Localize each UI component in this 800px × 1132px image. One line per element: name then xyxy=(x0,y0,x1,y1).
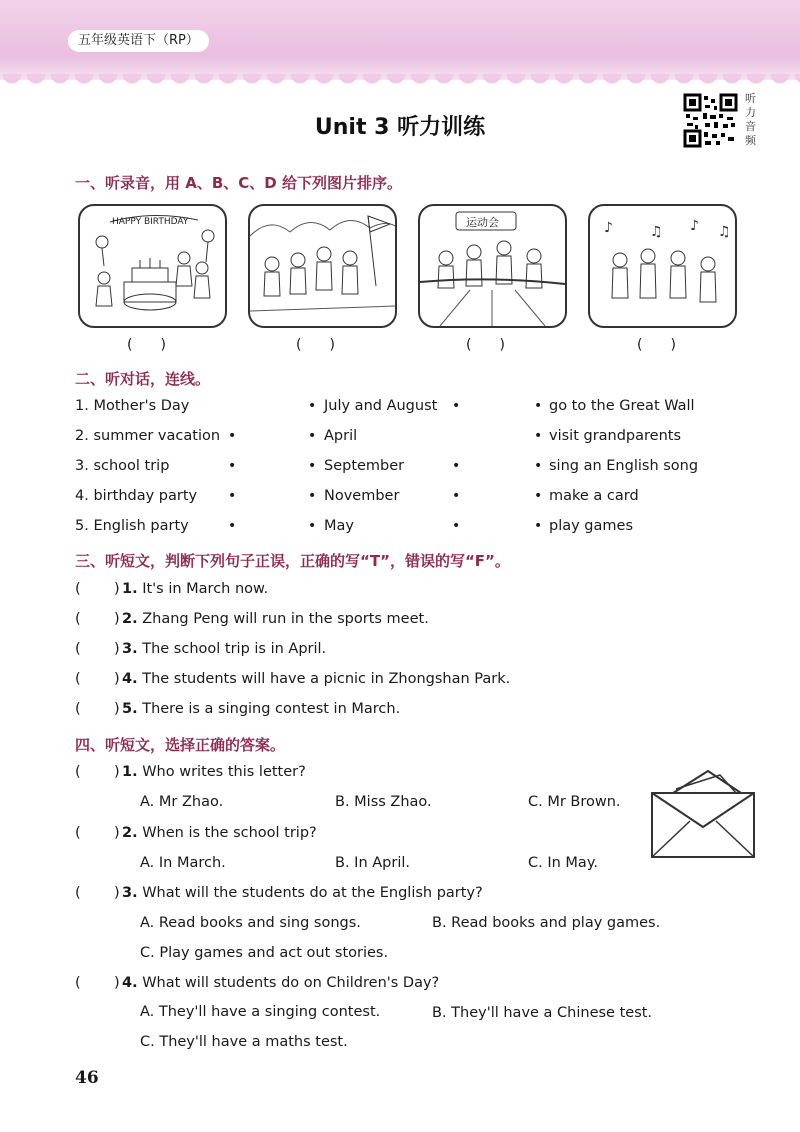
mc-question-3 xyxy=(122,885,483,901)
match-dot[interactable]: • xyxy=(228,488,237,504)
book-tag: 五年级英语下（RP） xyxy=(68,30,209,52)
qr-code-icon[interactable] xyxy=(683,93,738,148)
tf-blank-close: ) xyxy=(114,701,120,717)
tf-item-text: There is a singing contest in March. xyxy=(142,701,401,717)
mc-question-2 xyxy=(122,825,317,841)
match-right-item: go to the Great Wall xyxy=(549,398,695,414)
mc-option-a[interactable]: A. Mr Zhao. xyxy=(140,794,224,810)
section1-title: 一、听录音，用 A、B、C、D 给下列图片排序。 xyxy=(75,174,402,192)
singing-illustration xyxy=(590,206,735,326)
picture-outing xyxy=(248,204,397,328)
match-middle-item: May xyxy=(324,518,354,534)
mc-option-a[interactable]: A. They'll have a singing contest. xyxy=(140,1004,381,1020)
mc-blank-open[interactable]: ( xyxy=(75,764,81,780)
tf-blank-close: ) xyxy=(114,641,120,657)
match-left-item: 1. Mother's Day xyxy=(75,398,190,414)
tf-blank-open[interactable]: ( xyxy=(75,581,81,597)
tf-item-number: 3. xyxy=(122,641,138,657)
mc-option-a[interactable]: A. In March. xyxy=(140,855,226,871)
match-left-item: 4. birthday party xyxy=(75,488,198,504)
match-left-item: 2. summer vacation xyxy=(75,428,221,444)
mc-option-b[interactable]: B. Read books and play games. xyxy=(432,915,661,931)
mc-question-text: What will the students do at the English party? xyxy=(142,885,483,901)
tf-blank-close: ) xyxy=(114,611,120,627)
answer-blank-1[interactable]: ( ) xyxy=(127,337,166,353)
tf-blank-open[interactable]: ( xyxy=(75,611,81,627)
tf-item-3 xyxy=(122,641,326,657)
tf-item-1 xyxy=(122,581,268,597)
mc-option-c[interactable]: C. They'll have a maths test. xyxy=(140,1034,348,1050)
answer-blank-2[interactable]: ( ) xyxy=(296,337,335,353)
mc-question-number: 2. xyxy=(122,825,138,841)
sign-text: 运动会 xyxy=(466,216,499,229)
mc-option-c[interactable]: C. In May. xyxy=(528,855,598,871)
tf-item-2 xyxy=(122,611,429,627)
match-dot[interactable]: • xyxy=(534,488,543,504)
match-dot[interactable]: • xyxy=(228,428,237,444)
birthday-illustration xyxy=(80,206,225,326)
match-dot[interactable]: • xyxy=(452,488,461,504)
tf-item-5 xyxy=(122,701,400,717)
music-note-icon: ♪ xyxy=(690,218,699,234)
match-dot[interactable]: • xyxy=(308,398,317,414)
tf-blank-close: ) xyxy=(114,581,120,597)
tf-item-number: 2. xyxy=(122,611,138,627)
mc-blank-open[interactable]: ( xyxy=(75,885,81,901)
tf-blank-open[interactable]: ( xyxy=(75,641,81,657)
mc-question-1 xyxy=(122,764,306,780)
match-right-item: visit grandparents xyxy=(549,428,682,444)
mc-question-text: Who writes this letter? xyxy=(142,764,306,780)
match-right-item: play games xyxy=(549,518,633,534)
tf-blank-open[interactable]: ( xyxy=(75,701,81,717)
envelope-icon xyxy=(648,765,758,860)
match-dot[interactable]: • xyxy=(534,398,543,414)
sports-meet-illustration xyxy=(420,206,565,326)
mc-blank-open[interactable]: ( xyxy=(75,975,81,991)
tf-item-number: 5. xyxy=(122,701,138,717)
tf-item-number: 1. xyxy=(122,581,138,597)
match-dot[interactable]: • xyxy=(308,458,317,474)
match-middle-item: September xyxy=(324,458,405,474)
answer-blank-3[interactable]: ( ) xyxy=(466,337,505,353)
match-middle-item: April xyxy=(324,428,358,444)
qr-caption: 听力音频 xyxy=(745,92,756,147)
page-title: Unit 3 听力训练 xyxy=(314,115,486,140)
mc-question-text: What will students do on Children's Day? xyxy=(142,975,440,991)
page-number: 46 xyxy=(75,1068,99,1088)
picture-singing xyxy=(588,204,737,328)
outing-illustration xyxy=(250,206,395,326)
mc-option-a[interactable]: A. Read books and sing songs. xyxy=(140,915,361,931)
tf-item-4 xyxy=(122,671,510,687)
match-dot[interactable]: • xyxy=(228,458,237,474)
match-left-item: 5. English party xyxy=(75,518,189,534)
match-dot[interactable]: • xyxy=(228,518,237,534)
match-left-item: 3. school trip xyxy=(75,458,170,474)
section3-title: 三、听短文，判断下列句子正误，正确的写“T”，错误的写“F”。 xyxy=(75,552,510,570)
picture-birthday xyxy=(78,204,227,328)
birthday-banner-text: HAPPY BIRTHDAY xyxy=(112,217,189,227)
section2-title: 二、听对话，连线。 xyxy=(75,370,211,388)
mc-question-number: 3. xyxy=(122,885,138,901)
mc-blank-close: ) xyxy=(114,825,120,841)
match-right-item: sing an English song xyxy=(549,458,699,474)
mc-option-b[interactable]: B. In April. xyxy=(335,855,410,871)
mc-question-number: 4. xyxy=(122,975,138,991)
mc-question-number: 1. xyxy=(122,764,138,780)
mc-question-text: When is the school trip? xyxy=(142,825,317,841)
match-right-item: make a card xyxy=(549,488,639,504)
tf-item-text: It's in March now. xyxy=(142,581,269,597)
mc-option-c[interactable]: C. Mr Brown. xyxy=(528,794,621,810)
mc-blank-close: ) xyxy=(114,885,120,901)
answer-blank-4[interactable]: ( ) xyxy=(637,337,676,353)
match-dot[interactable]: • xyxy=(308,518,317,534)
tf-item-text: The school trip is in April. xyxy=(142,641,327,657)
music-note-icon: ♫ xyxy=(650,224,663,240)
mc-blank-close: ) xyxy=(114,764,120,780)
mc-blank-close: ) xyxy=(114,975,120,991)
tf-item-number: 4. xyxy=(122,671,138,687)
tf-blank-close: ) xyxy=(114,671,120,687)
mc-option-b[interactable]: B. Miss Zhao. xyxy=(335,794,432,810)
mc-question-4 xyxy=(122,975,439,991)
match-dot[interactable]: • xyxy=(308,428,317,444)
mc-blank-open[interactable]: ( xyxy=(75,825,81,841)
mc-option-b[interactable]: B. They'll have a Chinese test. xyxy=(432,1005,653,1021)
picture-sports-meet xyxy=(418,204,567,328)
section4-title: 四、听短文，选择正确的答案。 xyxy=(75,736,286,754)
match-middle-item: November xyxy=(324,488,400,504)
match-dot[interactable]: • xyxy=(308,488,317,504)
match-dot[interactable]: • xyxy=(452,458,461,474)
tf-item-text: Zhang Peng will run in the sports meet. xyxy=(142,611,429,627)
match-dot[interactable]: • xyxy=(452,398,461,414)
match-dot[interactable]: • xyxy=(534,518,543,534)
music-note-icon: ♪ xyxy=(604,220,613,236)
mc-option-c[interactable]: C. Play games and act out stories. xyxy=(140,945,389,961)
match-middle-item: July and August xyxy=(324,398,438,414)
tf-item-text: The students will have a picnic in Zhongshan Park. xyxy=(142,671,511,687)
music-note-icon: ♫ xyxy=(718,224,731,240)
match-dot[interactable]: • xyxy=(534,428,543,444)
match-dot[interactable]: • xyxy=(452,518,461,534)
match-dot[interactable]: • xyxy=(534,458,543,474)
tf-blank-open[interactable]: ( xyxy=(75,671,81,687)
